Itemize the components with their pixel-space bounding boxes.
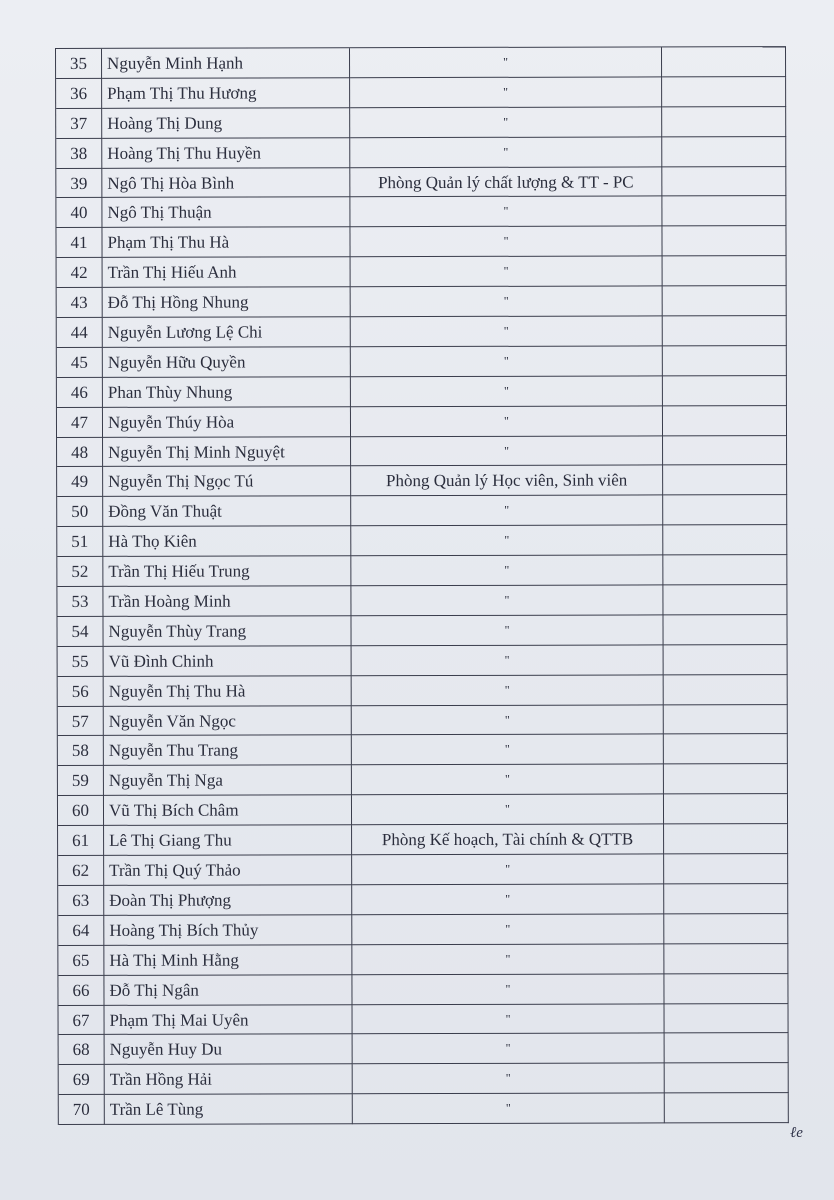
department: " [352, 854, 664, 885]
department: " [353, 1034, 665, 1065]
note-cell [665, 1033, 789, 1063]
table-row [58, 705, 788, 737]
row-number: 36 [56, 79, 102, 109]
department: Phòng Kế hoạch, Tài chính & QTTB [352, 825, 664, 856]
staff-name: Đoàn Thị Phượng [104, 885, 352, 916]
row-number: 54 [57, 617, 103, 647]
row-number: 45 [57, 348, 103, 378]
staff-name: Nguyễn Huy Du [105, 1035, 353, 1066]
table-row [58, 884, 788, 916]
row-number: 60 [58, 796, 104, 826]
table-row [57, 525, 787, 557]
staff-name: Ngô Thị Hòa Bình [102, 168, 350, 199]
table-row [57, 585, 787, 617]
row-number: 48 [57, 437, 103, 467]
table-row [56, 137, 786, 169]
department: " [352, 974, 664, 1005]
table-row [57, 256, 787, 288]
row-number: 55 [58, 647, 104, 677]
note-cell [663, 436, 787, 466]
staff-name: Ngô Thị Thuận [102, 198, 350, 229]
row-number: 67 [59, 1005, 105, 1035]
note-cell [664, 824, 788, 854]
department: " [351, 526, 663, 557]
row-number: 42 [57, 258, 103, 288]
note-cell [665, 1004, 789, 1034]
row-number: 40 [56, 198, 102, 228]
note-cell [664, 735, 788, 765]
note-cell [662, 226, 786, 256]
staff-name: Nguyễn Thị Ngọc Tú [103, 467, 351, 498]
table-row [59, 1093, 789, 1125]
table-row [58, 794, 788, 826]
staff-name: Trần Thị Hiếu Trung [103, 556, 351, 587]
row-number: 64 [58, 916, 104, 946]
row-number: 39 [56, 168, 102, 198]
staff-name: Nguyễn Thùy Trang [103, 616, 351, 647]
note-cell [664, 764, 788, 794]
note-cell [662, 137, 786, 167]
staff-name: Phạm Thị Mai Uyên [105, 1005, 353, 1036]
department: " [351, 287, 663, 318]
row-number: 44 [57, 318, 103, 348]
table-row [57, 466, 787, 498]
note-cell [662, 197, 786, 227]
department: " [352, 914, 664, 945]
row-number: 58 [58, 736, 104, 766]
staff-name: Phạm Thị Thu Hà [102, 228, 350, 259]
row-number: 46 [57, 378, 103, 408]
note-cell [665, 1093, 789, 1123]
row-number: 61 [58, 826, 104, 856]
table-row [58, 735, 788, 767]
table-row [57, 495, 787, 527]
table-row [58, 854, 788, 886]
row-number: 59 [58, 766, 104, 796]
row-number: 63 [58, 886, 104, 916]
department: " [351, 257, 663, 288]
staff-name: Lê Thị Giang Thu [104, 825, 352, 856]
staff-name: Nguyễn Hữu Quyền [103, 347, 351, 378]
staff-name: Nguyễn Lương Lệ Chi [103, 317, 351, 348]
department: " [351, 496, 663, 527]
department: " [351, 556, 663, 587]
department: " [350, 137, 662, 168]
department: " [352, 884, 664, 915]
row-number: 53 [57, 587, 103, 617]
staff-name: Nguyễn Thị Minh Nguyệt [103, 437, 351, 468]
note-cell [663, 376, 787, 406]
table-row [56, 226, 786, 258]
staff-name: Hoàng Thị Dung [102, 108, 350, 139]
department: " [350, 227, 662, 258]
row-number: 41 [56, 228, 102, 258]
row-number: 68 [59, 1035, 105, 1065]
department: " [352, 765, 664, 796]
table-row [56, 107, 786, 139]
department: " [353, 1064, 665, 1095]
row-number: 52 [57, 557, 103, 587]
department: " [350, 107, 662, 138]
staff-name: Phạm Thị Thu Hương [102, 78, 350, 109]
department: " [352, 705, 664, 736]
department: " [351, 346, 663, 377]
staff-name: Hà Thị Minh Hằng [104, 945, 352, 976]
staff-name: Trần Thị Quý Thảo [104, 855, 352, 886]
staff-name: Vũ Đình Chinh [104, 646, 352, 677]
table-row [57, 316, 787, 348]
staff-name: Trần Thị Hiếu Anh [103, 257, 351, 288]
note-cell [664, 645, 788, 675]
row-number: 65 [58, 946, 104, 976]
row-number: 62 [58, 856, 104, 886]
table-row [58, 824, 788, 856]
note-cell [663, 495, 787, 525]
row-number: 51 [57, 527, 103, 557]
department: " [352, 675, 664, 706]
staff-name: Đỗ Thị Ngân [104, 975, 352, 1006]
department: " [350, 47, 662, 78]
department: " [353, 1094, 665, 1125]
table-row [57, 376, 787, 408]
department: " [351, 436, 663, 467]
department: " [352, 645, 664, 676]
row-number: 57 [58, 706, 104, 736]
department: " [351, 406, 663, 437]
note-cell [662, 107, 786, 137]
staff-name: Hoàng Thị Bích Thủy [104, 915, 352, 946]
table-row [56, 77, 786, 109]
note-cell [663, 525, 787, 555]
note-cell [664, 675, 788, 705]
row-number: 37 [56, 109, 102, 139]
table-row [58, 764, 788, 796]
department: " [350, 197, 662, 228]
table-row [56, 167, 786, 199]
note-cell [663, 286, 787, 316]
note-cell [663, 316, 787, 346]
note-cell [664, 794, 788, 824]
table-row [57, 286, 787, 318]
note-cell [662, 77, 786, 107]
department: " [351, 585, 663, 616]
table-row [59, 1033, 789, 1065]
staff-name: Đồng Văn Thuật [103, 497, 351, 528]
note-cell [663, 256, 787, 286]
staff-name: Nguyễn Thị Nga [104, 766, 352, 797]
table-row [59, 1004, 789, 1036]
department: " [352, 944, 664, 975]
department: " [352, 735, 664, 766]
note-cell [663, 585, 787, 615]
note-cell [662, 47, 786, 77]
note-cell [663, 466, 787, 496]
table-row [58, 914, 788, 946]
note-cell [664, 854, 788, 884]
row-number: 47 [57, 408, 103, 438]
department: " [351, 615, 663, 646]
staff-name: Đỗ Thị Hồng Nhung [103, 287, 351, 318]
department: " [350, 77, 662, 108]
staff-name: Vũ Thị Bích Châm [104, 795, 352, 826]
initial-mark: ℓe [790, 1125, 803, 1141]
department: " [351, 316, 663, 347]
staff-name: Nguyễn Minh Hạnh [102, 48, 350, 79]
table-row [57, 406, 787, 438]
table-row [58, 944, 788, 976]
note-cell [663, 406, 787, 436]
note-cell [663, 555, 787, 585]
table-row [56, 197, 786, 229]
staff-name: Hà Thọ Kiên [103, 526, 351, 557]
table-row [58, 645, 788, 677]
note-cell [664, 914, 788, 944]
table-row [59, 1063, 789, 1095]
table-row [56, 47, 786, 79]
table-row [57, 555, 787, 587]
note-cell [663, 615, 787, 645]
note-cell [663, 346, 787, 376]
table-row [57, 615, 787, 647]
note-cell [665, 1063, 789, 1093]
row-number: 43 [57, 288, 103, 318]
department: " [351, 376, 663, 407]
staff-name: Nguyễn Thị Thu Hà [104, 676, 352, 707]
row-number: 49 [57, 467, 103, 497]
row-number: 56 [58, 677, 104, 707]
row-number: 38 [56, 139, 102, 169]
staff-name: Trần Hồng Hải [105, 1065, 353, 1096]
table-row [58, 974, 788, 1006]
row-number: 66 [58, 975, 104, 1005]
staff-name: Trần Lê Tùng [105, 1094, 353, 1125]
row-number: 69 [59, 1065, 105, 1095]
note-cell [664, 705, 788, 735]
note-cell [664, 944, 788, 974]
note-cell [664, 974, 788, 1004]
department: " [353, 1004, 665, 1035]
staff-name: Phan Thùy Nhung [103, 377, 351, 408]
staff-name: Hoàng Thị Thu Huyền [102, 138, 350, 169]
department: " [352, 795, 664, 826]
staff-table [55, 46, 789, 1125]
table-row [57, 346, 787, 378]
department: Phòng Quản lý chất lượng & TT - PC [350, 167, 662, 198]
table-row [57, 436, 787, 468]
table-row [58, 675, 788, 707]
row-number: 70 [59, 1095, 105, 1125]
staff-name: Trần Hoàng Minh [103, 586, 351, 617]
row-number: 35 [56, 49, 102, 79]
note-cell [662, 167, 786, 197]
department: Phòng Quản lý Học viên, Sinh viên [351, 466, 663, 497]
staff-name: Nguyễn Thu Trang [104, 736, 352, 767]
staff-name: Nguyễn Thúy Hòa [103, 407, 351, 438]
staff-name: Nguyễn Văn Ngọc [104, 706, 352, 737]
note-cell [664, 884, 788, 914]
row-number: 50 [57, 497, 103, 527]
